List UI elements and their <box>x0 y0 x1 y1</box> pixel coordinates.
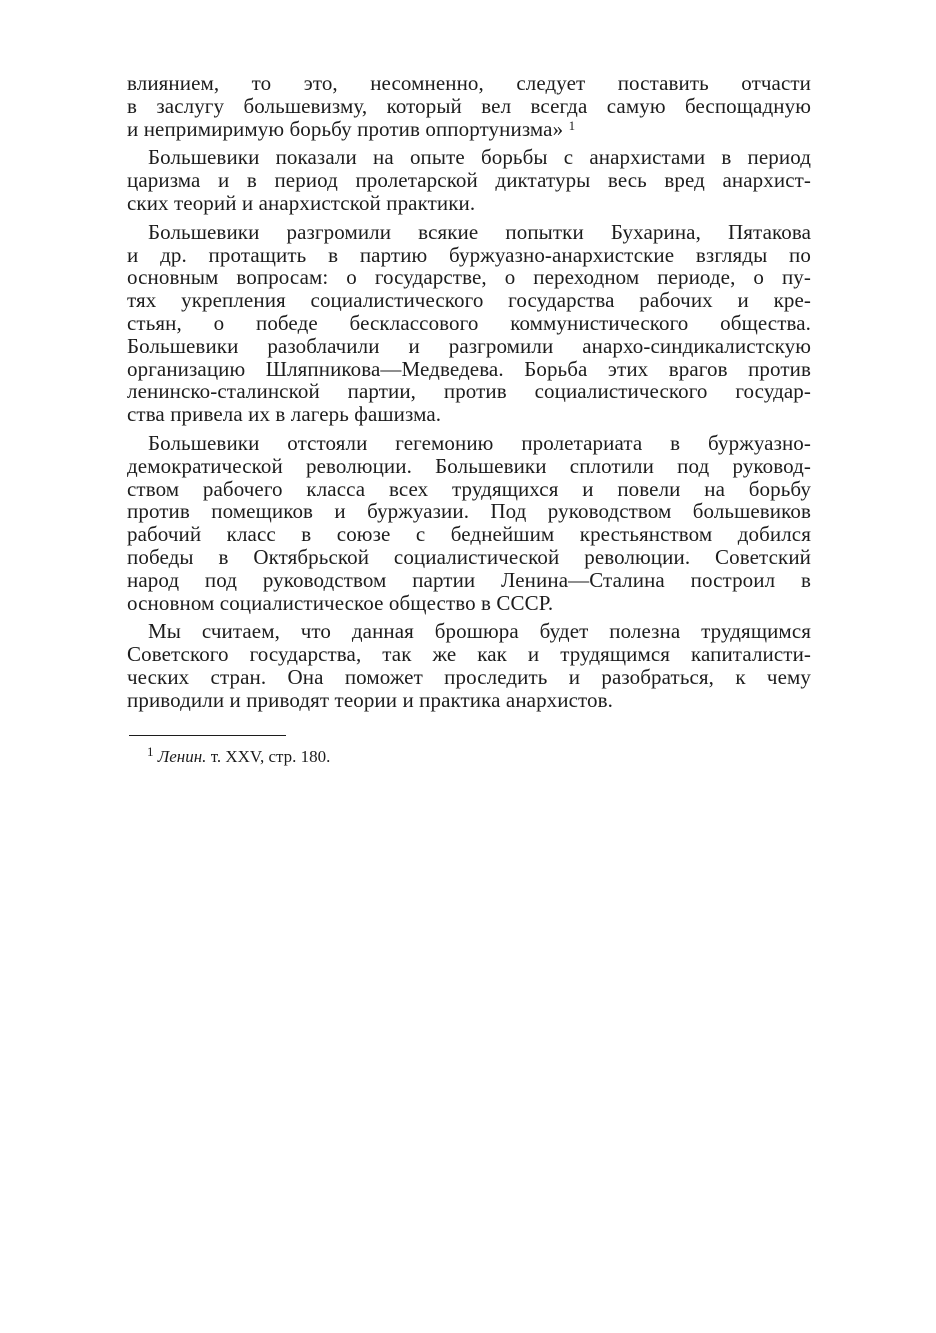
footnote-reference[interactable]: 1 <box>568 117 576 133</box>
text-line: народ под руководством партии Ленина—Сталина построил в <box>127 567 811 592</box>
text-line: Большевики показали на опыте борьбы с анархистами в период <box>148 145 811 170</box>
text-line: царизма и в период пролетарской диктатуры весь вред анархист- <box>127 168 811 193</box>
page-body <box>127 72 811 767</box>
paragraph-brochure-purpose <box>127 620 811 711</box>
text-line: против помещиков и буржуазии. Под руководством большевиков <box>127 499 811 524</box>
paragraph-hegemony <box>127 432 811 614</box>
text-line <box>127 118 811 141</box>
text-line: Советского государства, так же как и трудящимся капиталисти- <box>127 642 811 667</box>
paragraph-anarchist-harm <box>127 146 811 214</box>
text-line: Большевики отстояли гегемонию пролетариата в буржуазно- <box>148 430 811 455</box>
text-line: рабочий класс в союзе с беднейшим крестьянством добился <box>127 522 811 547</box>
text-line: стьян, о победе бесклассового коммунистического общества. <box>127 310 811 335</box>
text-line: ства привела их в лагерь фашизма. <box>127 402 442 427</box>
text-line: победы в Октябрьской социалистической революции. Советский <box>127 544 811 569</box>
text-line: основном социалистическое общество в СССР. <box>127 590 554 615</box>
text-line: влиянием, то это, несомненно, следует поставить отчасти <box>127 71 811 95</box>
text-line: основным вопросам: о государстве, о переходном периоде, о пу- <box>127 265 811 290</box>
text-line: ческих стран. Она поможет проследить и разобраться, к чему <box>127 664 811 689</box>
text-line: в заслугу большевизму, который вел всегда самую беспощадную <box>127 93 811 118</box>
text-line: ских теорий и анархистской практики. <box>127 190 476 215</box>
text-line: и др. протащить в партию буржуазно-анархистские взгляды по <box>127 242 811 267</box>
text-line: Мы считаем, что данная брошюра будет полезна трудящимся <box>148 619 811 644</box>
text-line: демократической революции. Большевики сплотили под руковод- <box>127 453 811 478</box>
footnote-marker: 1 <box>147 743 154 759</box>
text-line: Большевики разгромили всякие попытки Бухарина, Пятакова <box>148 219 811 244</box>
paragraph-continuation <box>127 72 811 140</box>
text-line: Большевики разоблачили и разгромили анархо-синдикалистскую <box>127 333 811 358</box>
text-line: ленинско-сталинской партии, против социалистического государ- <box>127 379 811 404</box>
paragraph-bukharin-pyatakov <box>127 221 811 426</box>
footnote-divider <box>129 735 286 736</box>
footnote-citation: т. XXV, стр. 180. <box>210 746 331 766</box>
text-line: организацию Шляпникова—Медведева. Борьба этих врагов против <box>127 356 811 381</box>
footnote-author: Ленин. <box>157 746 207 766</box>
text-line: ством рабочего класса всех трудящихся и повели на борьбу <box>127 476 811 501</box>
text-line-content: и непримиримую борьбу против оппортунизма» <box>127 116 564 141</box>
footnote <box>147 743 811 767</box>
text-line: тях укрепления социалистического государства рабочих и кре- <box>127 288 811 313</box>
text-line: приводили и приводят теории и практика анархистов. <box>127 687 614 712</box>
